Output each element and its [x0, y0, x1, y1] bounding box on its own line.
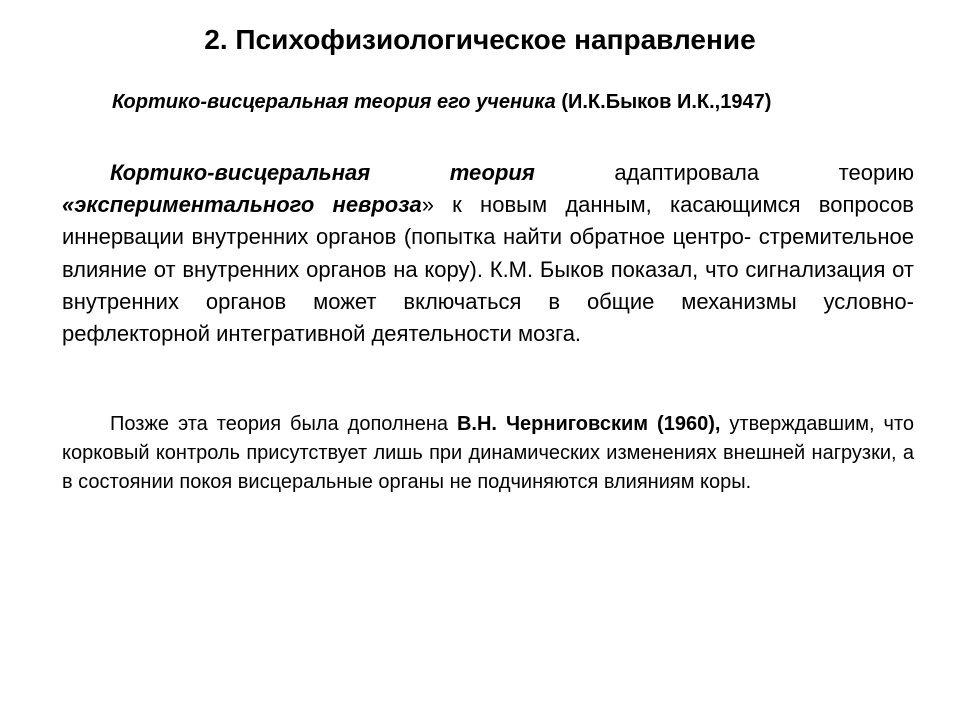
subtitle: [112, 88, 932, 116]
subtitle-citation: (И.К.Быков И.К.,1947): [555, 91, 772, 113]
author-chernigovsky: В.Н. Черниговским (1960),: [456, 413, 721, 435]
slide-title: 2. Психофизиологическое направление: [204, 24, 756, 55]
paragraph-chernigovsky: [62, 410, 914, 497]
paragraph-1-text-1: адаптировала теорию: [534, 160, 914, 185]
subtitle-italic-part: Кортико-висцеральная теория его ученика: [112, 91, 556, 113]
paragraph-2-text-1: Позже эта теория была дополнена: [110, 413, 457, 435]
paragraph-cortico-visceral: [62, 157, 914, 350]
term-experimental-neurosis: «экспериментального невроза: [62, 192, 422, 218]
paragraph-1-text-2: » к новым данным, касающимся вопросов иннервации внутренних органов (попытка найти обратное центро- стремительное влияние от внутренних органов на кору). К.М. Быков показал, что сигнализация от внутренних органов может включаться в общие механизмы условно-рефлекторной интегративной деятельности мозга.: [62, 192, 914, 347]
term-cortico-visceral-theory: Кортико-висцеральная теория: [110, 160, 535, 185]
paragraph-2-text-2: утверждавшим, что корковый контроль присутствует лишь при динамических изменениях внешней нагрузки, а в состоянии покоя висцеральные органы не подчиняются влияниям коры.: [62, 413, 915, 493]
